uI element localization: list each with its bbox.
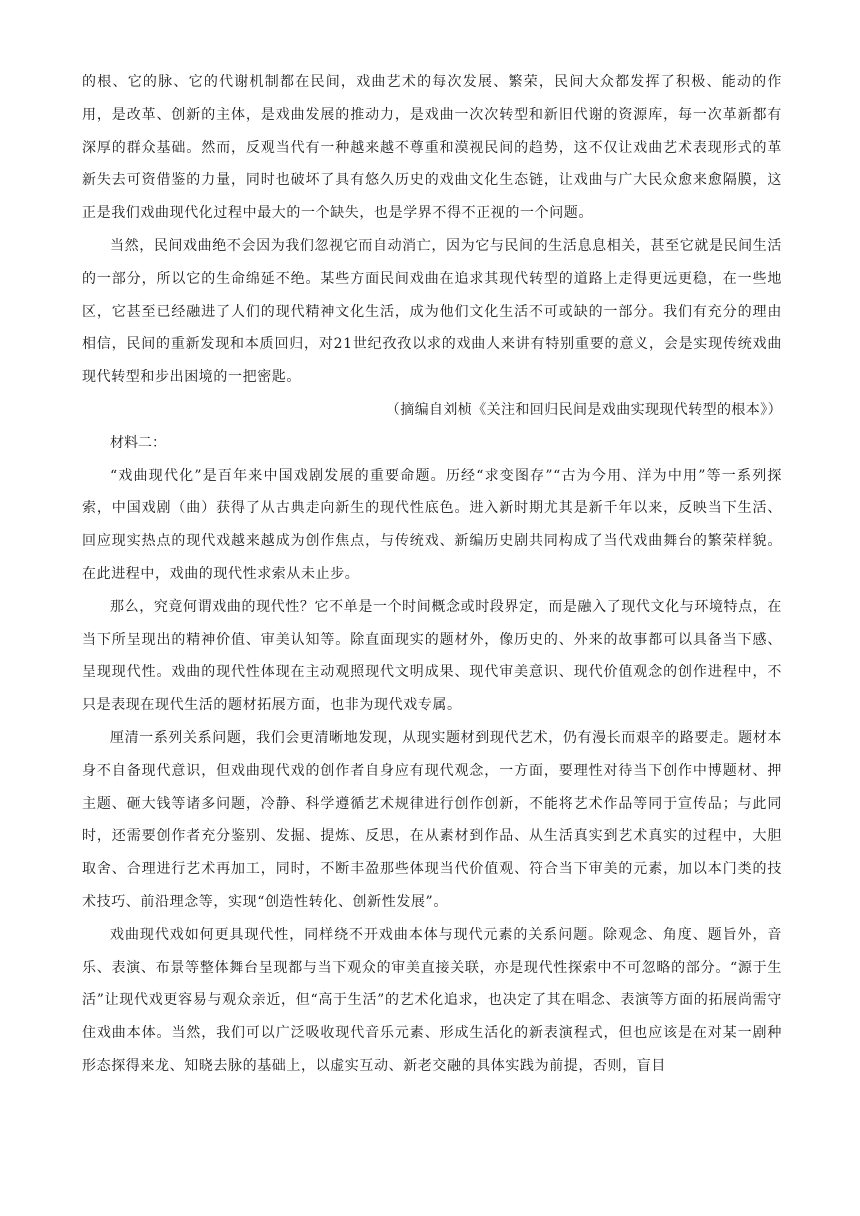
document-page xyxy=(82,66,782,1083)
body-paragraph: 厘清一系列关系问题，我们会更清晰地发现，从现实题材到现代艺术，仍有漫长而艰辛的路要走。题材本身不自备现代意识，但戏曲现代戏的创作者自身应有现代观念，一方面，要理性对待当下创作中博题材、押主题、砸大钱等诸多问题，冷静、科学遵循艺术规律进行创作创新，不能将艺术作品等同于宣传品；与此同时，还需要创作者充分鉴别、发掘、提炼、反思，在从素材到作品、从生活真实到艺术真实的过程中，大胆取舍、合理进行艺术再加工，同时，不断丰盈那些体现当代价值观、符合当下审美的元素，加以本门类的技术技巧、前沿理念等，实现“创造性转化、创新性发展”。 xyxy=(82,729,782,910)
source-citation: （摘编自刘桢《关注和回归民间是戏曲实现现代转型的根本》） xyxy=(385,401,782,418)
body-paragraph: 当然，民间戏曲绝不会因为我们忽视它而自动消亡，因为它与民间的生活息息相关，甚至它就是民间生活的一部分，所以它的生命绵延不绝。某些方面民间戏曲在追求其现代转型的道路上走得更远更稳，在一些地区，它甚至已经融进了人们的现代精神文化生活，成为他们文化生活不可或缺的一部分。我们有充分的理由相信，民间的重新发现和本质回归，对21世纪孜孜以求的戏曲人来讲有特别重要的意义，会是实现传统戏曲现代转型和步出困境的一把密匙。 xyxy=(82,237,782,386)
material-label: 材料二： xyxy=(110,434,166,451)
body-paragraph: 那么，究竟何谓戏曲的现代性？它不单是一个时间概念或时段界定，而是融入了现代文化与环境特点，在当下所呈现出的精神价值、审美认知等。除直面现实的题材外，像历史的、外来的故事都可以具备当下感、呈现现代性。戏曲的现代性体现在主动观照现代文明成果、现代审美意识、现代价值观念的创作进程中，不只是表现在现代生活的题材拓展方面，也非为现代戏专属。 xyxy=(82,598,782,714)
body-paragraph: “戏曲现代化”是百年来中国戏剧发展的重要命题。历经“求变图存”“古为今用、洋为中用”等一系列探索，中国戏剧（曲）获得了从古典走向新生的现代性底色。进入新时期尤其是新千年以来，反映当下生活、回应现实热点的现代戏越来越成为创作焦点，与传统戏、新编历史剧共同构成了当代戏曲舞台的繁荣样貌。在此进程中，戏曲的现代性求索从未止步。 xyxy=(82,467,782,582)
body-paragraph: 的根、它的脉、它的代谢机制都在民间，戏曲艺术的每次发展、繁荣，民间大众都发挥了积极、能动的作用，是改革、创新的主体，是戏曲发展的推动力，是戏曲一次次转型和新旧代谢的资源库，每一次革新都有深厚的群众基础。然而，反观当代有一种越来越不尊重和漠视民间的趋势，这不仅让戏曲艺术表现形式的革新失去可资借鉴的力量，同时也破坏了具有悠久历史的戏曲文化生态链，让戏曲与广大民众愈来愈隔膜，这正是我们戏曲现代化过程中最大的一个缺失，也是学界不得不正视的一个问题。 xyxy=(82,74,782,222)
body-paragraph: 戏曲现代戏如何更具现代性，同样绕不开戏曲本体与现代元素的关系问题。除观念、角度、题旨外，音乐、表演、布景等整体舞台呈现都与当下观众的审美直接关联，亦是现代性探索中不可忽略的部分。“源于生活”让现代戏更容易与观众亲近，但“高于生活”的艺术化追求，也决定了其在唱念、表演等方面的拓展尚需守住戏曲本体。当然，我们可以广泛吸收现代音乐元素、形成生活化的新表演程式，但也应该是在对某一剧种形态探得来龙、知晓去脉的基础上，以虚实互动、新老交融的具体实践为前提，否则，盲目 xyxy=(82,926,782,1074)
